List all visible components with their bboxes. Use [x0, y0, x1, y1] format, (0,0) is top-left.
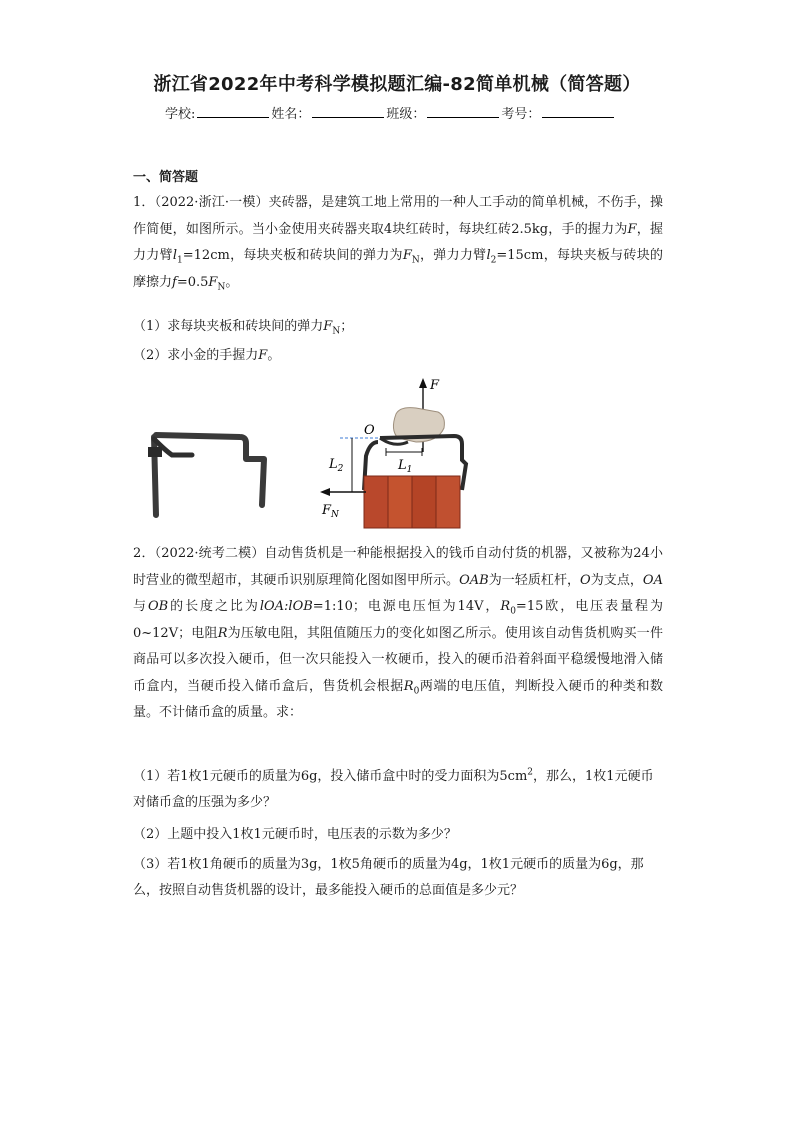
question-2-text: 2．（2022·统考二模）自动售货机是一种能根据投入的钱币自动付货的机器，又被称为24小时营业的微型超市，其硬币识别原理简化图如图甲所示。OAB为一轻质杠杆，O为支点，OA与OB的长度之比为lOA:lOB=1:10；电源电压恒为14V，$R_0=15$欧，电压表量程为0~12V；电阻R为压敏电阻，其阻值随压力的变化如图乙所示。使用该自动售货机购买一件商品可以多次投入硬币，但一次只能投入一枚硬币，投入的硬币沿着斜面平稳缓慢地滑入储币盒内，当硬币投入储币盒后，售货机会根据$R_0$两端的电压值，判断投入硬币的种类和数量。不计储币盒的质量。求： [133, 546, 663, 720]
arm-L2-label: $L_2$ [329, 457, 344, 474]
exam-no-blank[interactable] [542, 105, 614, 118]
class-blank[interactable] [427, 105, 499, 118]
arm-L1-label: $L_1$ [398, 458, 413, 475]
name-label: 姓名： [271, 107, 311, 122]
school-blank[interactable] [197, 105, 269, 118]
force-FN-label: $F_N$ [322, 503, 339, 520]
question-1-sub-1: （1）求每块夹板和砖块间的弹力$F_N$； [133, 319, 354, 337]
question-2-sub-2: （2）上题中投入1枚1元硬币时，电压表的示数为多少？ [133, 827, 457, 842]
question-1-sub-2: （2）求小金的手握力F。 [133, 348, 281, 363]
name-blank[interactable] [312, 105, 384, 118]
student-info-line [165, 103, 616, 122]
page-title: 浙江省2022年中考科学模拟题汇编-82简单机械（简答题） [153, 74, 641, 95]
brick-clamp-tool-figure [128, 425, 278, 530]
force-F-label: F [430, 378, 440, 393]
class-label: 班级： [386, 107, 426, 122]
school-label: 学校: [165, 107, 196, 122]
question-2-sub-3: （3）若1枚1角硬币的质量为3g，1枚5角硬币的质量为4g，1枚1元硬币的质量为6g，那么，按照自动售货机器的设计，最多能投入硬币的总面值是多少元？ [133, 857, 644, 898]
section-title: 一、简答题 [133, 170, 199, 185]
question-2-sub-1: （1）若1枚1元硬币的质量为6g，投入储币盒中时的受力面积为$5cm^2$，那么，1枚1元硬币对储币盒的压强为多少？ [133, 767, 654, 810]
pivot-O-label: O [364, 423, 375, 438]
clamp-with-bricks-figure [316, 372, 476, 532]
exam-no-label: 考号： [501, 107, 541, 122]
question-1-text: 1．（2022·浙江·一模）夹砖器，是建筑工地上常用的一种人工手动的简单机械，不伤手，操作简便，如图所示。当小金使用夹砖器夹取4块红砖时，每块红砖2.5kg，手的握力为F，握力力臂$l_1=12cm$，每块夹板和砖块间的弹力为$F_N$，弹力力臂$l_2=15cm$，每块夹板与砖块的摩擦力$f=0.5F_N$。 [133, 195, 663, 293]
